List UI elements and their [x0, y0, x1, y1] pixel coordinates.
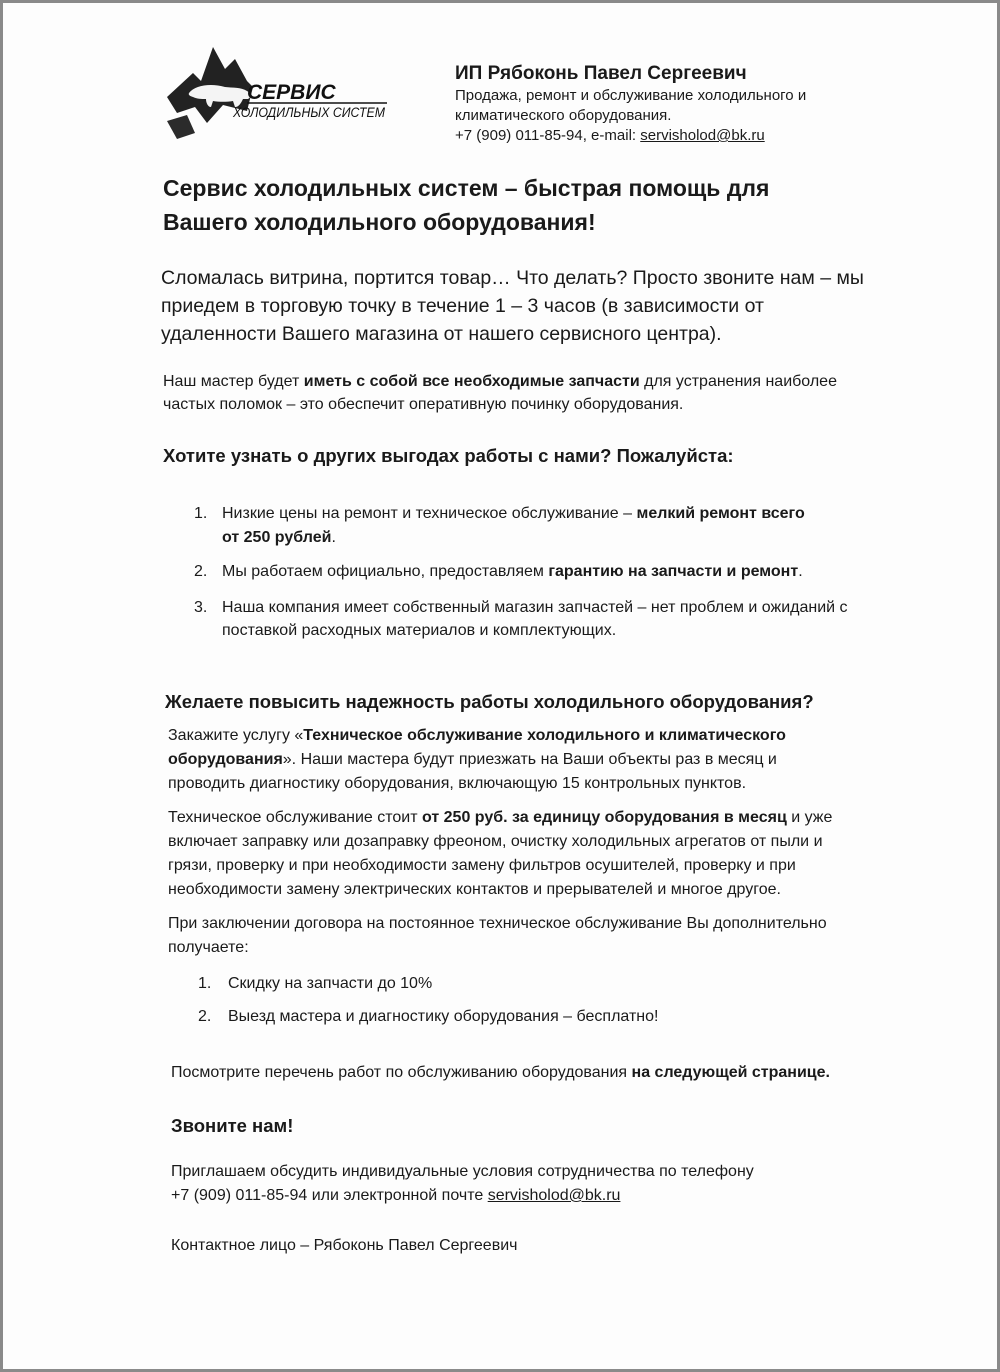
main-title-line1: Сервис холодильных систем – быстрая помощь для: [163, 175, 770, 201]
invite-line1: Приглашаем обсудить индивидуальные условия сотрудничества по телефону: [171, 1163, 754, 1180]
company-desc-line2: климатического оборудования.: [455, 107, 672, 124]
price-para-line1: Техническое обслуживание стоит от 250 руб. за единицу оборудования в месяц и уже: [168, 809, 833, 826]
reliability-heading: Желаете повысить надежность работы холодильного оборудования?: [165, 691, 814, 712]
benefit-3-line1: Наша компания имеет собственный магазин запчастей – нет проблем и ожиданий с: [222, 599, 848, 616]
benefit-2-number: 2.: [194, 563, 208, 580]
master-line2: частых поломок – это обеспечит оперативную починку оборудования.: [163, 396, 684, 413]
contract-para-line2: получаете:: [168, 939, 249, 956]
call-heading: Звоните нам!: [171, 1115, 294, 1136]
email-link[interactable]: servisholod@bk.ru: [640, 127, 765, 144]
bonus-1-text: Скидку на запчасти до 10%: [228, 975, 433, 992]
bonus-2-number: 2.: [198, 1008, 212, 1025]
company-logo: [155, 41, 405, 141]
benefits-heading: Хотите узнать о других выгодах работы с нами? Пожалуйста:: [163, 445, 734, 466]
company-name: ИП Рябоконь Павел Сергеевич: [455, 63, 747, 84]
service-para-line3: проводить диагностику оборудования, включающую 15 контрольных пунктов.: [168, 775, 747, 792]
email-link-bottom[interactable]: servisholod@bk.ru: [487, 1187, 621, 1204]
main-title-line2: Вашего холодильного оборудования!: [163, 209, 596, 235]
master-line1: Наш мастер будет иметь с собой все необходимые запчасти для устранения наиболее: [163, 373, 837, 390]
price-para-line2: включает заправку или дозаправку фреоном, очистку холодильных агрегатов от пыли и: [168, 833, 823, 850]
invite-line2: +7 (909) 011-85-94 или электронной почте servisholod@bk.ru: [171, 1187, 621, 1204]
logo-text-line2: ХОЛОДИЛЬНЫХ СИСТЕМ: [232, 105, 386, 120]
benefit-3-number: 3.: [194, 599, 208, 616]
benefit-1-line1: Низкие цены на ремонт и техническое обслуживание – мелкий ремонт всего: [222, 505, 805, 522]
bonus-2-text: Выезд мастера и диагностику оборудования – бесплатно!: [228, 1008, 659, 1025]
service-para-line2: оборудования». Наши мастера будут приезжать на Ваши объекты раз в месяц и: [168, 751, 777, 768]
contact-phone: +7 (909) 011-85-94, e-mail:: [455, 127, 641, 144]
service-para-line1: Закажите услугу «Техническое обслуживание холодильного и климатического: [168, 727, 786, 744]
bonus-1-number: 1.: [198, 975, 212, 992]
benefit-1-number: 1.: [194, 505, 208, 522]
benefit-2-text: Мы работаем официально, предоставляем гарантию на запчасти и ремонт.: [222, 563, 803, 580]
benefit-1-line2: от 250 рублей.: [222, 529, 336, 546]
contact-person: Контактное лицо – Рябоконь Павел Сергеевич: [171, 1237, 518, 1254]
lead-line1: Сломалась витрина, портится товар… Что делать? Просто звоните нам – мы: [161, 267, 864, 289]
company-desc-line1: Продажа, ремонт и обслуживание холодильного и: [455, 87, 807, 104]
lead-line2: приедем в торговую точку в течение 1 – 3 часов (в зависимости от: [161, 295, 764, 317]
company-contact: [455, 127, 765, 144]
next-page-note: Посмотрите перечень работ по обслуживанию оборудования на следующей странице.: [171, 1064, 830, 1081]
contract-para-line1: При заключении договора на постоянное техническое обслуживание Вы дополнительно: [168, 915, 827, 932]
benefit-3-line2: поставкой расходных материалов и комплектующих.: [222, 622, 617, 639]
bold-spare-parts: иметь с собой все необходимые запчасти: [303, 373, 640, 390]
price-para-line4: необходимости замену электрических контактов и прерывателей и многое другое.: [168, 881, 781, 898]
logo-text-line1: СЕРВИС: [247, 81, 336, 104]
lead-line3: удаленности Вашего магазина от нашего сервисного центра).: [161, 323, 722, 345]
price-para-line3: грязи, проверку и при необходимости замену фильтров осушителей, проверку и при: [168, 857, 796, 874]
